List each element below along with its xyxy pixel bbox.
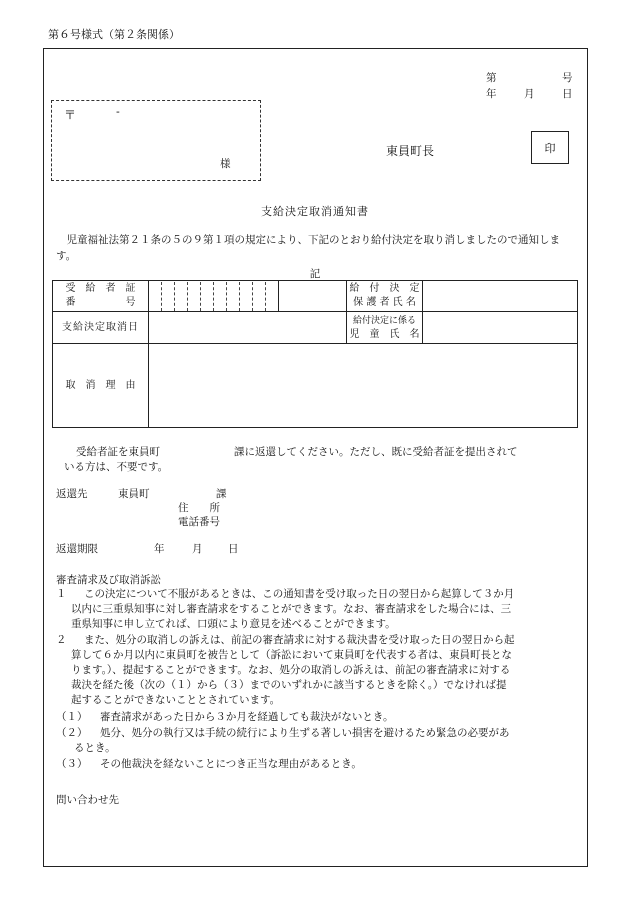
number-label: 第 [486,72,497,84]
document-title: 支給決定取消通知書 [261,205,369,218]
cancel-date-label: 支給決定取消日 [53,312,149,344]
seal-box [531,131,569,164]
label-line: 保 護 者 氏 名 [353,297,416,308]
deadline-year: 年 [154,543,165,555]
child-label [347,312,423,344]
item-line: ります。）、提起することができます。なお、処分の取消しの訴えは、前記の審査請求に対する [71,664,511,676]
reason-field[interactable] [149,344,578,428]
ki-label: 記 [309,268,321,280]
deadline-label: 返還期限 [56,543,98,555]
item-line: 以内に三重県知事に対し審査請求をすることができます。なお、審査請求をした場合には、三 [71,603,512,615]
deadline-day: 日 [228,543,239,555]
label-line: 番 号 [65,297,136,308]
honorific: 様 [220,158,231,170]
date-day: 日 [562,88,573,100]
recipient-no-label [53,281,149,312]
return-to-ka: 課 [216,488,227,500]
return-to-address-label: 住 所 [178,502,220,514]
item-number: （１） [56,711,88,723]
item-number: （２） [56,727,88,739]
appeal-subitem-1 [56,710,580,725]
number-suffix: 号 [562,72,573,84]
label-line: 受 給 者 証 [65,283,136,294]
item-line: るとき。 [74,742,116,754]
table-row [53,281,578,312]
item-line: 処分、処分の執行又は手続の続行により生ずる著しい損害を避けるため緊急の必要があ [100,727,510,739]
appeal-item-2 [56,633,580,708]
intro-text: 児童福祉法第２１条の５の９第１項の規定により、下記のとおり給付決定を取り消しましたので通知します。 [56,234,560,262]
seal-mark: 印 [544,141,556,155]
table-spacer [279,281,347,312]
return-notice-line2: いる方は、不要です。 [64,461,169,473]
info-table [52,280,578,428]
appeal-heading: 審査請求及び取消訴訟 [56,574,161,586]
return-to-label: 返還先 [56,488,88,500]
issuer-name: 東員町長 [386,144,435,158]
table-row [53,312,578,344]
return-notice-line1b: 課に返還してください。ただし、既に受給者証を提出されて [234,446,518,458]
return-notice-line1a: 受給者証を東員町 [76,446,160,458]
item-line: 起することができないこととされています。 [71,694,281,706]
return-to-phone-label: 電話番号 [178,516,220,528]
date-month: 月 [524,88,535,100]
item-number: １ [56,588,67,600]
label-line: 児 童 氏 名 [349,328,420,340]
child-field[interactable] [423,312,578,344]
item-line: この決定について不服があるときは、この通知書を受け取った日の翌日から起算して３か月 [84,588,515,600]
return-to-town: 東員町 [118,488,150,500]
item-number: （３） [56,758,88,770]
guardian-field[interactable] [423,281,578,312]
cancel-date-field[interactable] [149,312,347,344]
recipient-no-field[interactable] [149,281,279,312]
contact-label: 問い合わせ先 [56,794,119,806]
item-line: 算して６か月以内に東員町を被告として（訴訟において東員町を代表する者は、東員町長とな [71,649,512,661]
guardian-label [347,281,423,312]
postal-separator: - [116,106,120,118]
deadline-month: 月 [192,543,203,555]
appeal-subitem-3 [56,757,580,772]
item-number: ２ [56,634,67,646]
item-line: 審査請求があった日から３か月を経過しても裁決がないとき。 [100,711,394,723]
table-row [53,344,578,428]
item-line: 裁決を経た後（次の（１）から（３）までのいずれかに該当するときを除く。）でなければ提 [71,679,507,691]
label-line: 給 付 決 定 [349,283,420,294]
label-line: 給付決定に係る [352,315,416,326]
item-line: その他裁決を経ないことにつき正当な理由があるとき。 [100,758,362,770]
reason-label: 取 消 理 由 [53,344,149,428]
appeal-item-1 [56,587,580,632]
form-label: 第６号様式（第２条関係） [48,28,180,41]
item-line: 重県知事に申し立てれば、口頭により意見を述べることができます。 [71,618,396,630]
appeal-subitem-2 [56,726,580,756]
item-line: また、処分の取消しの訴えは、前記の審査請求に対する裁決書を受け取った日の翌日から起 [84,634,515,646]
postal-mark: 〒 [64,108,77,122]
date-year: 年 [486,88,497,100]
